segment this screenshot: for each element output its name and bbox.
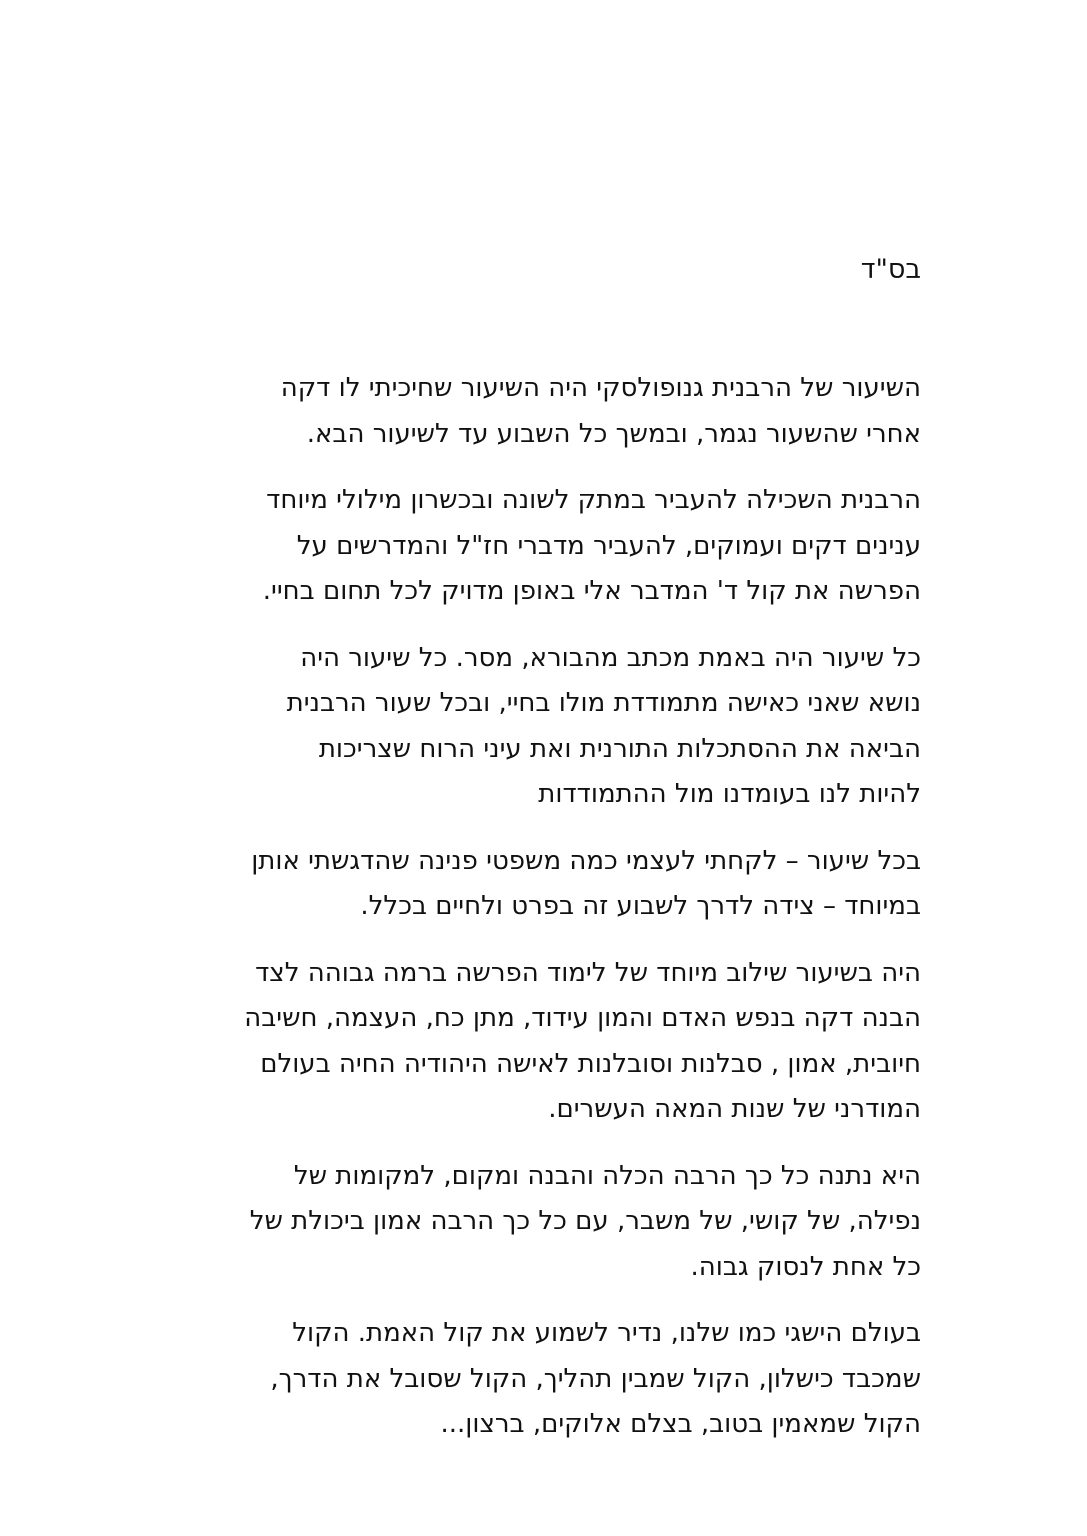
text-line: הרבנית השכילה להעביר במתק לשונה ובכשרון מילולי מיוחד <box>266 485 921 515</box>
text-line: היה בשיעור שילוב מיוחד של לימוד הפרשה ברמה גבוהה לצד <box>255 957 921 988</box>
text-line: בכל שיעור – לקחתי לעצמי כמה משפטי פנינה שהדגשתי אותן <box>251 845 921 876</box>
text-line: היא נתנה כל כך הרבה הכלה והבנה ומקום, למקומות של <box>293 1160 921 1191</box>
text-line: שמכבד כישלון, הקול שמבין תהליך, הקול שסובל את הדרך, <box>270 1363 921 1394</box>
text-line: השיעור של הרבנית גנופולסקי היה השיעור שחיכיתי לו דקה <box>280 373 921 403</box>
paragraph-5 <box>161 951 921 1133</box>
paragraph-4 <box>161 839 921 930</box>
text-line: נושא שאני כאישה מתמודדת מולו בחיי, ובכל שעור הרבנית <box>286 688 921 718</box>
text-line: כל שיעור היה באמת מכתב מהבורא, מסר. כל שיעור היה <box>300 642 921 673</box>
letter-body <box>161 366 921 1469</box>
paragraph-3 <box>161 636 921 818</box>
header-mark: בס"ד <box>860 254 921 285</box>
text-line: חיובית, אמון , סבלנות וסובלנות לאישה היהודיה החיה בעולם <box>260 1048 921 1079</box>
text-line: נפילה, של קושי, של משבר, עם כל כך הרבה אמון ביכולת של <box>249 1206 921 1236</box>
text-line: הקול שמאמין בטוב, בצלם אלוקים, ברצון... <box>440 1409 921 1439</box>
paragraph-7 <box>161 1311 921 1448</box>
paragraph-2 <box>161 478 921 615</box>
text-line: הפרשה את קול ד' המדבר אלי באופן מדויק לכל תחום בחיי. <box>262 576 921 606</box>
text-line: הביאה את ההסתכלות התורנית ואת עיני הרוח שצריכות <box>318 733 921 764</box>
paragraph-6 <box>161 1154 921 1291</box>
paragraph-1 <box>161 366 921 457</box>
text-line: כל אחת לנסוק גבוה. <box>690 1251 921 1282</box>
text-line: להיות לנו בעומדנו מול ההתמודדות <box>538 779 921 809</box>
text-line: המודרני של שנות המאה העשרים. <box>548 1094 921 1124</box>
text-line: ענינים דקים ועמוקים, להעביר מדברי חז"ל והמדרשים על <box>296 530 921 561</box>
text-line: אחרי שהשעור נגמר, ובמשך כל השבוע עד לשיעור הבא. <box>306 418 921 449</box>
text-line: הבנה דקה בנפש האדם והמון עידוד, מתן כח, העצמה, חשיבה <box>244 1003 921 1033</box>
text-line: בעולם הישגי כמו שלנו, נדיר לשמוע את קול האמת. הקול <box>292 1318 921 1348</box>
text-line: במיוחד – צידה לדרך לשבוע זה בפרט ולחיים בכלל. <box>360 891 921 921</box>
